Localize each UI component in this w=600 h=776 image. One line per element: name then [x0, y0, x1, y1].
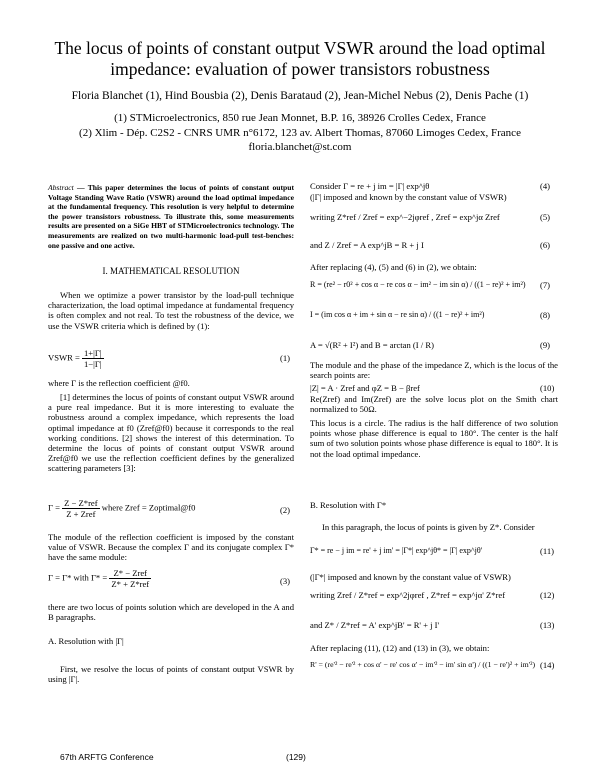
equation-13: and Z* / Z*ref = A' exp^jB' = R' + j I'	[310, 620, 440, 630]
paragraph-text: This locus is a circle. The radius is the half difference of two solution points whose phase difference is equal to 180°. The center is the half sum of two solution points whose phase difference is equal to 180°. It is not the load optimal impedance.	[310, 418, 558, 459]
equation-6-number: (6)	[540, 240, 551, 250]
equation-2	[48, 498, 195, 519]
paragraph-text: The module and the phase of the impedance Z, which is the locus of the search points are:	[310, 360, 558, 381]
eq2-denominator: Z + Zref	[66, 509, 96, 519]
equation-3	[48, 568, 151, 589]
equation-4: Consider Γ = re + j im = |Γ| exp^jθ	[310, 181, 430, 191]
paper-title	[40, 38, 560, 80]
equation-2-number: (2)	[280, 505, 291, 515]
equation-6: and Z / Zref = A exp^jB = R + j I	[310, 240, 424, 250]
paragraph-text: Re(Zref) and Im(Zref) are the solve locus plot on the Smith chart normalized to 50Ω.	[310, 394, 558, 415]
eq1-denominator: 1−|Γ|	[83, 359, 102, 369]
paragraph-resolution	[48, 392, 294, 474]
eq2-where: where Zref = Zoptimal@f0	[101, 502, 196, 513]
paragraph-intro	[48, 290, 294, 331]
abstract-label: Abstract	[48, 183, 74, 192]
footer-conference: 67th ARFTG Conference	[60, 752, 154, 762]
equation-7-number: (7)	[540, 280, 551, 290]
equation-3-number: (3)	[280, 576, 291, 586]
equation-14: R' = (re'² − re'² + cos α' − re' cos α' − im'² − im' sin α') / ((1 − re')² + im'²)	[310, 660, 536, 669]
equation-10-number: (10)	[540, 383, 555, 393]
eq2-numerator: Z − Z*ref	[64, 498, 98, 508]
paragraph-first-resolve	[48, 664, 294, 684]
equation-1	[48, 348, 104, 369]
equation-12-number: (12)	[540, 590, 555, 600]
paragraph-text: where Γ is the reflection coefficient @f0.	[48, 378, 190, 388]
eq3-lhs: Γ = Γ* with Γ* =	[48, 572, 108, 583]
paragraph-after-replacing: After replacing (4), (5) and (6) in (2), we obtain:	[310, 262, 477, 272]
equation-4-note: (|Γ| imposed and known by the constant value of VSWR)	[310, 192, 507, 202]
paragraph-text: [1] determines the locus of points of constant output VSWR around a pure real impedance. But it is more interesting to evaluate the robustness around a complex impedance, which represents the load optimal impedance at f0 (Zref@f0) because it corresponds to the real working conditions. [2] shows the interest of this determination. To determine the locus of points of constant output VSWR around Zref@f0 we use the reflection coefficient defines by the generalized scattering parameters [3]:	[48, 392, 294, 474]
abstract: Abstract — This paper determines the locus of points of constant output Voltage Standing Wave Ratio (VSWR) around the load optimal impedance at the fundamental frequency. This resolution is very helpful to determine the power transistors robustness. To illustrate this, some measurements results are presented on a SiGe HBT of STMicroelectronics technology. The measurements are realized on two multi-harmonic load-pull test-benches: one passive and one active.	[48, 183, 294, 250]
paragraph-module	[48, 532, 294, 563]
paragraph-after-replacing-2: After replacing (11), (12) and (13) in (3), we obtain:	[310, 643, 490, 653]
equation-14-number: (14)	[540, 660, 555, 670]
affiliation-1: (1) STMicroelectronics, 850 rue Jean Monnet, B.P. 16, 38926 Crolles Cedex, France	[114, 112, 486, 124]
email: floria.blanchet@st.com	[248, 141, 352, 153]
equation-8-number: (8)	[540, 310, 551, 320]
paragraph-locus-zstar	[310, 522, 558, 532]
equation-9: A = √(R² + I²) and B = arctan (I / R)	[310, 340, 434, 350]
paragraph-text: there are two locus of points solution which are developed in the A and B paragraphs.	[48, 602, 294, 623]
subsection-heading-a: A. Resolution with |Γ|	[48, 636, 124, 646]
abstract-text: This paper determines the locus of points of constant output Voltage Standing Wave Ratio (VSWR) around the load optimal impedance at the fundamental frequency. This resolution is very helpful to determine the power transistors robustness. To illustrate this, some measurements results are presented on a SiGe HBT of STMicroelectronics technology. The measurements are realized on two multi-harmonic load-pull test-benches: one passive and one active.	[48, 183, 294, 250]
equation-11-note: (|Γ*| imposed and known by the constant value of VSWR)	[310, 572, 511, 582]
equation-5-number: (5)	[540, 212, 551, 222]
paragraph-module-phase	[310, 360, 558, 380]
authors: Floria Blanchet (1), Hind Bousbia (2), Denis Barataud (2), Jean-Michel Nebus (2), Denis Pache (1)	[71, 90, 529, 102]
title-line-1: The locus of points of constant output VSWR around the load optimal	[54, 38, 546, 58]
section-heading-1: I. MATHEMATICAL RESOLUTION	[102, 266, 240, 276]
equation-9-number: (9)	[540, 340, 551, 350]
equation-7: R = (re² − r0² + cos α − re cos α − im² − im sin α) / ((1 − re)² + im²)	[310, 280, 526, 289]
equation-1-number: (1)	[280, 353, 291, 363]
equation-10: |Z| = A · Zref and φZ = B − βref	[310, 383, 420, 393]
paragraph-two-locus	[48, 602, 294, 622]
paragraph-text: In this paragraph, the locus of points is given by Z*. Consider	[322, 522, 535, 532]
equation-11: Γ* = re − j im = re' + j im' = |Γ*| exp^jθ* = |Γ| exp^jθ'	[310, 546, 483, 555]
paragraph-gamma	[48, 378, 294, 388]
footer-page-number: (129)	[286, 752, 306, 762]
paragraph-text: The module of the reflection coefficient is imposed by the constant value of VSWR. Because the complex Γ and its conjugate complex Γ* have the same module:	[48, 532, 294, 563]
equation-4-number: (4)	[540, 181, 551, 191]
affiliation-2: (2) Xlim - Dép. C2S2 - CNRS UMR n°6172, 123 av. Albert Thomas, 87060 Limoges Cedex, France	[79, 127, 521, 139]
equation-12: writing Zref / Z*ref = exp^2jφref , Z*ref = exp^jα' Z*ref	[310, 590, 506, 600]
paragraph-text: First, we resolve the locus of points of constant output VSWR by using |Γ|.	[48, 664, 294, 685]
eq2-lhs: Γ =	[48, 502, 60, 513]
title-line-2: impedance: evaluation of power transistors robustness	[110, 59, 490, 79]
eq1-lhs: VSWR =	[48, 352, 80, 363]
paragraph-smith-chart	[310, 394, 558, 414]
equation-8: I = (im cos α + im + sin α − re sin α) / ((1 − re)² + im²)	[310, 310, 485, 319]
paragraph-text: When we optimize a power transistor by the load-pull technique characterization, the load optimal impedance at fundamental frequency is often complex and not real. To test the robustness of the device, we use the VSWR criteria which is defined by (1):	[48, 290, 294, 331]
equation-5: writing Z*ref / Zref = exp^−2jφref , Zref = exp^jα Zref	[310, 212, 500, 222]
equation-11-number: (11)	[540, 546, 554, 556]
paragraph-circle	[310, 418, 558, 459]
eq1-numerator: 1+|Γ|	[83, 348, 102, 358]
eq3-denominator: Z* + Z*ref	[111, 579, 150, 589]
eq3-numerator: Z* − Zref	[109, 568, 151, 579]
subsection-heading-b: B. Resolution with Γ*	[310, 500, 387, 510]
equation-13-number: (13)	[540, 620, 555, 630]
